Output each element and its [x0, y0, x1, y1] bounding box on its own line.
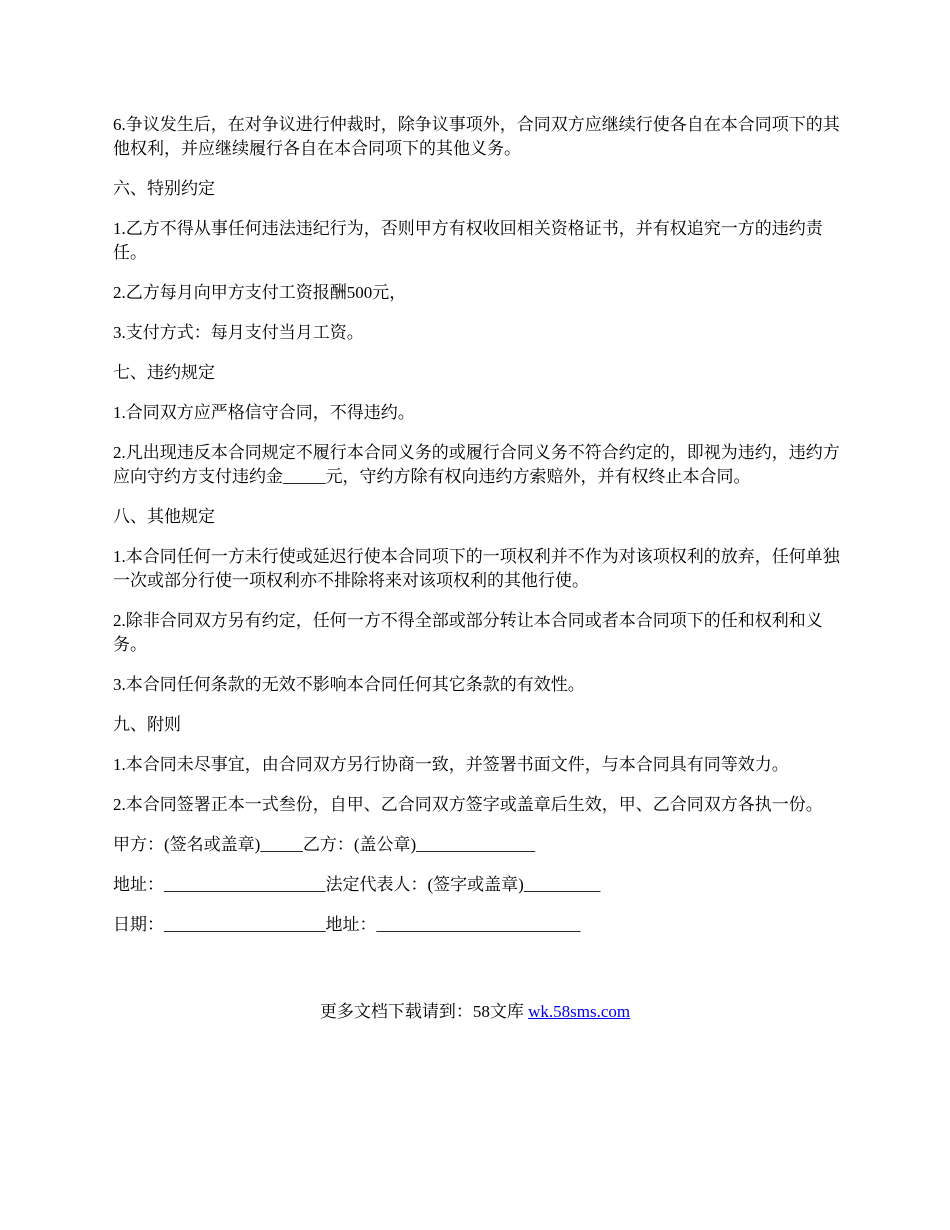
- clause-other-2: 2.除非合同双方另有约定，任何一方不得全部或部分转让本合同或者本合同项下的任和权利和义务。: [113, 611, 823, 654]
- clause-breach-1: 1.合同双方应严格信守合同，不得违约。: [113, 403, 415, 422]
- footer-text: 更多文档下载请到：58文库: [319, 1002, 529, 1021]
- clause-other-1: 1.本合同任何一方未行使或延迟行使本合同项下的一项权利并不作为对该项权利的放弃，任何单独一次或部分行使一项权利亦不排除将来对该项权利的其他行使。: [113, 547, 840, 590]
- footer-link[interactable]: wk.58sms.com: [528, 1002, 631, 1021]
- section-heading-special-terms: 六、特别约定: [113, 179, 215, 198]
- clause-special-3: 3.支付方式：每月支付当月工资。: [113, 323, 364, 342]
- clause-other-3: 3.本合同任何条款的无效不影响本合同任何其它条款的有效性。: [113, 675, 585, 694]
- section-heading-breach: 七、违约规定: [113, 363, 215, 382]
- footer: [0, 1000, 950, 1024]
- clause-supplementary-2: 2.本合同签署正本一式叁份，自甲、乙合同双方签字或盖章后生效，甲、乙合同双方各执一份。: [113, 795, 823, 814]
- clause-6-dispute: 6.争议发生后，在对争议进行仲裁时，除争议事项外，合同双方应继续行使各自在本合同项下的其他权利，并应继续履行各自在本合同项下的其他义务。: [113, 115, 840, 158]
- clause-breach-2: 2.凡出现违反本合同规定不履行本合同义务的或履行合同义务不符合约定的，即视为违约，违约方应向守约方支付违约金_____元，守约方除有权向违约方索赔外，并有权终止本合同。: [113, 443, 840, 486]
- signature-address-line: 地址：___________________法定代表人：(签字或盖章)_________: [113, 875, 601, 894]
- clause-supplementary-1: 1.本合同未尽事宜，由合同双方另行协商一致，并签署书面文件，与本合同具有同等效力。: [113, 755, 789, 774]
- section-heading-supplementary: 九、附则: [113, 715, 181, 734]
- clause-special-2: 2.乙方每月向甲方支付工资报酬500元，: [113, 283, 407, 302]
- section-heading-other: 八、其他规定: [113, 507, 215, 526]
- document-body: [113, 113, 848, 953]
- signature-party-line: 甲方：(签名或盖章)_____乙方：(盖公章)______________: [113, 835, 536, 854]
- signature-date-line: 日期：___________________地址：________________________: [113, 915, 581, 934]
- clause-special-1: 1.乙方不得从事任何违法违纪行为，否则甲方有权收回相关资格证书，并有权追究一方的违约责任。: [113, 219, 823, 262]
